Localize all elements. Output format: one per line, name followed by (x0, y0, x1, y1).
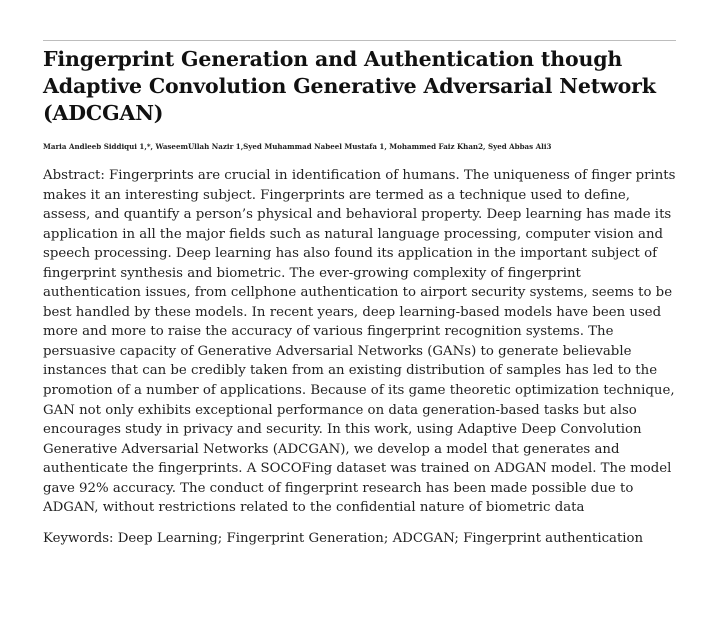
paper-page (43, 40, 676, 548)
header-rule (43, 40, 676, 41)
abstract-paragraph: Abstract: Fingerprints are crucial in identification of humans. The uniqueness of finger prints makes it an interesting subject. Fingerprints are termed as a technique used to define, assess, and quantify a person’s physical and behavioral property. Deep learning has made its application in all the major fields such as natural language processing, computer vision and speech processing. Deep learning has also found its application in the important subject of fingerprint synthesis and biometric. The ever-growing complexity of fingerprint authentication issues, from cellphone authentication to airport security systems, seems to be best handled by these models. In recent years, deep learning-based models have been used more and more to raise the accuracy of various fingerprint recognition systems. The persuasive capacity of Generative Adversarial Networks (GANs) to generate believable instances that can be credibly taken from an existing distribution of samples has led to the promotion of a number of applications. Because of its game theoretic optimization technique, GAN not only exhibits exceptional performance on data generation-based tasks but also encourages study in privacy and security. In this work, using Adaptive Deep Convolution Generative Adversarial Networks (ADCGAN), we develop a model that generates and authenticate the fingerprints. A SOCOFing dataset was trained on ADGAN model. The model gave 92% accuracy. The conduct of fingerprint research has been made possible due to ADGAN, without restrictions related to the confidential nature of biometric data (43, 168, 676, 516)
paper-title: Fingerprint Generation and Authentication though Adaptive Convolution Generative Adversarial Network (ADCGAN) (43, 47, 656, 125)
author-list: Maria Andleeb Siddiqui 1,*, WaseemUllah Nazir 1,Syed Muhammad Nabeel Mustafa 1, Mohammed Faiz Khan2, Syed Abbas Ali3 (43, 142, 552, 151)
keywords-line: Keywords: Deep Learning; Fingerprint Generation; ADCGAN; Fingerprint authentication (43, 530, 644, 546)
